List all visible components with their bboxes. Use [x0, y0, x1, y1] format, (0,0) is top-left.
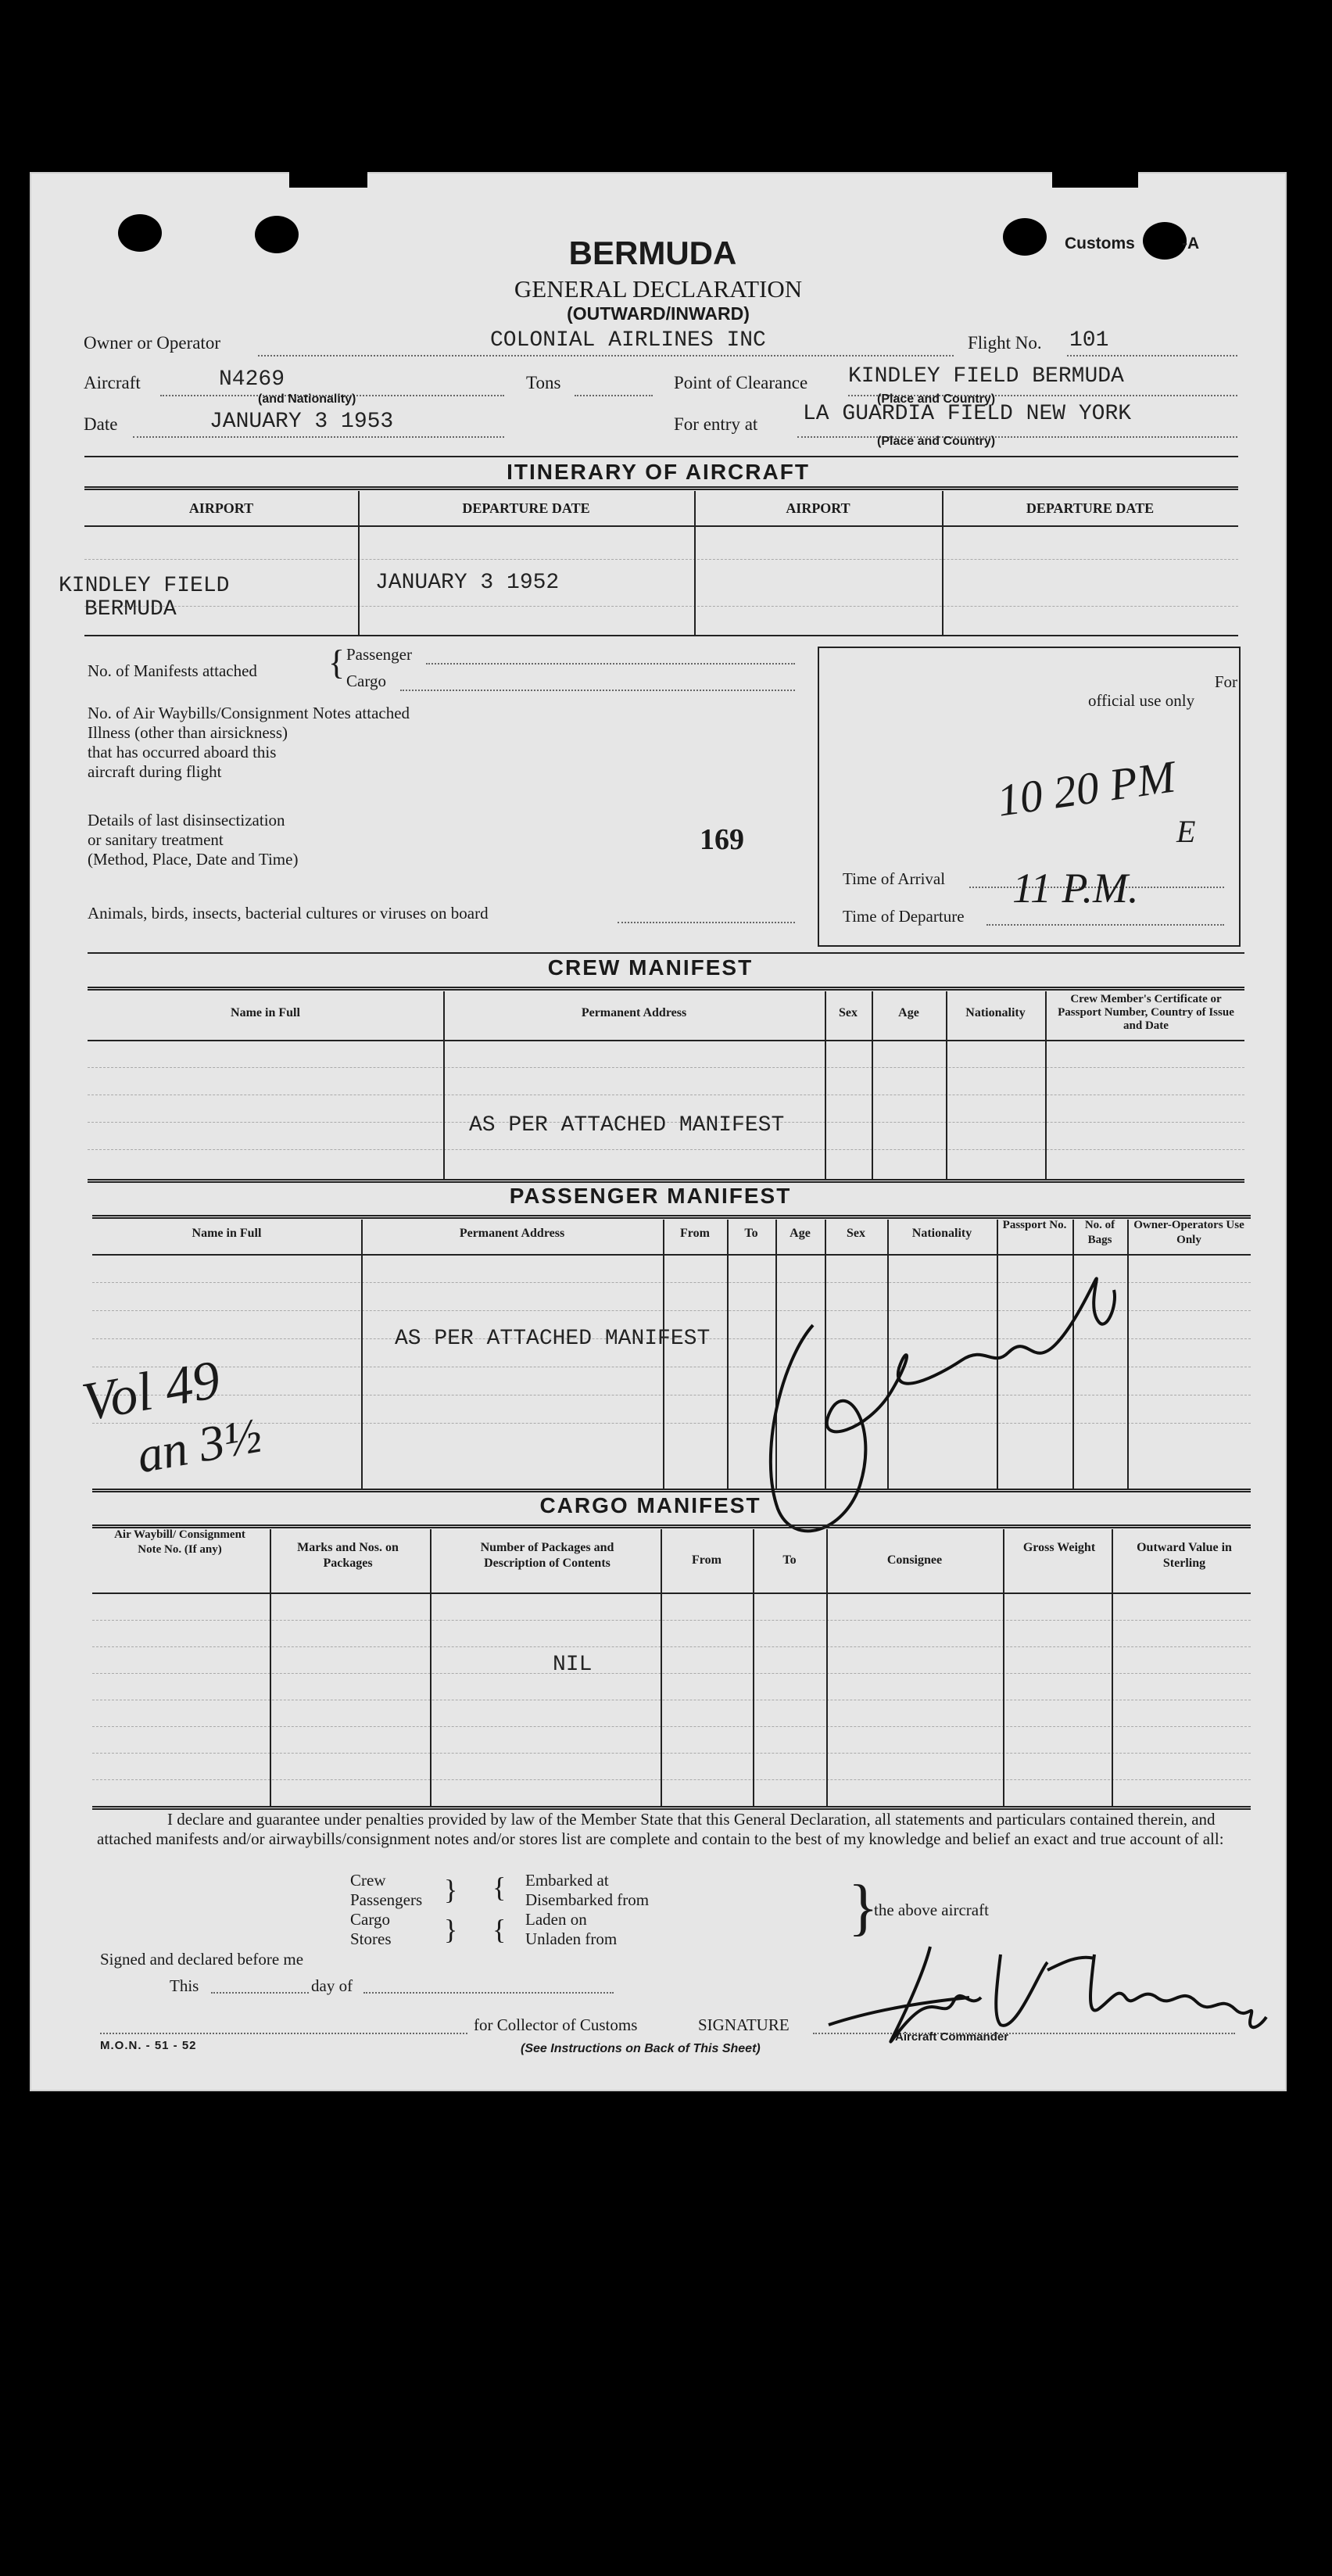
- rule: [92, 1524, 1251, 1528]
- date-value: JANUARY 3 1953: [209, 410, 394, 434]
- aircraft-label: Aircraft: [84, 373, 141, 392]
- departure-label: Time of Departure: [843, 907, 965, 926]
- decl-unladen: Unladen from: [525, 1929, 618, 1948]
- column-line: [727, 1220, 729, 1489]
- rule: [88, 952, 1244, 954]
- decl-collector: for Collector of Customs: [474, 2015, 638, 2034]
- brace: {: [492, 1872, 507, 1903]
- official-use-line-1: For: [1214, 672, 1237, 691]
- decl-laden: Laden on: [525, 1910, 587, 1929]
- field-underline: [400, 690, 795, 691]
- row-line: [84, 606, 1238, 607]
- declaration-text: I declare and guarantee under penalties provided by law of the Member State that this General Declaration, all statements and particulars contained therein, and attached manifests and/or airwaybills/consignment notes and/or stores list are complete and contain to the best of my knowledge and belief an exact and true account of all:: [97, 1810, 1224, 1848]
- field-underline: [258, 355, 954, 356]
- illness-line-1: Illness (other than airsickness): [88, 723, 288, 742]
- field-underline: [100, 2033, 467, 2034]
- rule: [84, 635, 1238, 636]
- passenger-col-from: From: [680, 1227, 710, 1240]
- arrival-handwritten: 10 20 PM: [994, 751, 1179, 826]
- passenger-col-owner-use: Owner-Operators Use Only: [1133, 1219, 1244, 1246]
- manifests-label: No. of Manifests attached: [88, 661, 257, 680]
- decl-cargo: Cargo: [350, 1910, 390, 1929]
- owner-label: Owner or Operator: [84, 333, 220, 353]
- passenger-handwritten-2: an 3½: [132, 1406, 266, 1484]
- field-underline: [575, 395, 653, 396]
- passenger-title: PASSENGER MANIFEST: [509, 1184, 792, 1208]
- instructions-note: (See Instructions on Back of This Sheet): [521, 2042, 761, 2055]
- passenger-handwritten-1: Vol 49: [77, 1349, 225, 1433]
- clearance-value: KINDLEY FIELD BERMUDA: [848, 364, 1124, 389]
- passenger-col-nationality: Nationality: [911, 1227, 972, 1240]
- brace: {: [328, 643, 346, 682]
- row-line: [84, 559, 1238, 560]
- aircraft-note: (and Nationality): [258, 392, 356, 406]
- owner-value: COLONIAL AIRLINES INC: [490, 328, 766, 353]
- cargo-title: CARGO MANIFEST: [539, 1493, 761, 1517]
- cargo-note: NIL: [553, 1653, 593, 1677]
- decl-signed: Signed and declared before me: [100, 1950, 304, 1969]
- itinerary-col-departure: DEPARTURE DATE: [462, 500, 590, 516]
- cargo-col-from: From: [692, 1553, 722, 1567]
- disinsect-line-3: (Method, Place, Date and Time): [88, 850, 299, 869]
- crew-col-certificate: Crew Member's Certificate or Passport Number, Country of Issue and Date: [1058, 993, 1234, 1032]
- itinerary-title: ITINERARY OF AIRCRAFT: [507, 460, 810, 484]
- field-underline: [797, 436, 1237, 438]
- cargo-col-waybill: Air Waybill/ Consignment Note No. (If any): [114, 1528, 245, 1556]
- column-line: [1045, 991, 1047, 1179]
- row-line: [92, 1726, 1251, 1727]
- illness-line-2: that has occurred aboard this: [88, 743, 277, 761]
- decl-crew: Crew: [350, 1871, 386, 1890]
- cargo-col-weight: Gross Weight: [1022, 1541, 1096, 1554]
- passenger-label: Passenger: [346, 645, 412, 664]
- decl-commander: Aircraft Commander: [895, 2030, 1009, 2044]
- passenger-col-address: Permanent Address: [459, 1227, 565, 1240]
- paper-notch: [1052, 167, 1138, 188]
- row-line: [92, 1753, 1251, 1754]
- crew-col-address: Permanent Address: [581, 1006, 687, 1019]
- rule: [88, 1040, 1244, 1041]
- illness-line-3: aircraft during flight: [88, 762, 222, 781]
- passenger-col-bags: No. of Bags: [1084, 1219, 1115, 1246]
- brace: {: [492, 1914, 507, 1945]
- official-use-line-2: official use only: [1088, 691, 1195, 710]
- paper-notch: [289, 167, 367, 188]
- cargo-label: Cargo: [346, 672, 386, 690]
- passenger-col-age: Age: [790, 1227, 811, 1240]
- row-line: [92, 1646, 1251, 1647]
- passenger-col-to: To: [744, 1227, 758, 1240]
- waybills-label: No. of Air Waybills/Consignment Notes attached: [88, 704, 410, 722]
- rule: [84, 486, 1238, 490]
- animals-label: Animals, birds, insects, bacterial cultures or viruses on board: [88, 904, 489, 923]
- cargo-col-packages: Number of Packages and Description of Contents: [480, 1541, 614, 1570]
- rule: [92, 1593, 1251, 1594]
- itinerary-airport-2: BERMUDA: [84, 597, 177, 622]
- crew-col-nationality: Nationality: [965, 1006, 1026, 1019]
- customs-suffix: -A: [1182, 235, 1200, 253]
- arrival-label: Time of Arrival: [843, 869, 946, 888]
- crew-col-age: Age: [898, 1006, 919, 1019]
- passenger-col-name: Name in Full: [192, 1227, 262, 1240]
- form-number-footer: M.O.N. - 51 - 52: [100, 2039, 197, 2052]
- flight-label: Flight No.: [968, 333, 1042, 353]
- field-underline: [211, 1992, 309, 1994]
- brace: }: [444, 1874, 458, 1905]
- cargo-col-consignee: Consignee: [886, 1553, 943, 1567]
- form-direction: (OUTWARD/INWARD): [567, 303, 750, 324]
- crew-col-sex: Sex: [839, 1006, 858, 1019]
- field-underline: [1067, 355, 1237, 356]
- row-line: [92, 1779, 1251, 1780]
- customs-label: Customs: [1065, 235, 1135, 253]
- cargo-col-to: To: [782, 1553, 797, 1567]
- row-line: [88, 1149, 1244, 1150]
- brace: }: [444, 1914, 458, 1945]
- field-underline: [618, 922, 795, 923]
- decl-passengers: Passengers: [350, 1890, 423, 1909]
- decl-above-aircraft: the above aircraft: [874, 1901, 989, 1919]
- decl-signature-label: SIGNATURE: [698, 2015, 790, 2034]
- rule: [88, 987, 1244, 991]
- decl-disembarked: Disembarked from: [525, 1890, 650, 1909]
- entry-label: For entry at: [674, 414, 758, 434]
- arrival-handwritten-2: E: [1176, 814, 1196, 849]
- column-line: [430, 1529, 431, 1806]
- column-line: [753, 1529, 754, 1806]
- form-number: 169: [700, 823, 744, 856]
- itinerary-col-airport: AIRPORT: [188, 500, 254, 516]
- decl-embarked: Embarked at: [525, 1871, 609, 1890]
- row-line: [92, 1673, 1251, 1674]
- itinerary-col-airport: AIRPORT: [786, 500, 850, 516]
- itinerary-airport-1: KINDLEY FIELD: [59, 574, 230, 598]
- disinsect-line-1: Details of last disinsectization: [88, 811, 285, 829]
- cargo-col-value: Outward Value in Sterling: [1137, 1541, 1232, 1570]
- passenger-note: AS PER ATTACHED MANIFEST: [395, 1327, 711, 1351]
- decl-day-of: day of: [311, 1976, 353, 1995]
- entry-note: (Place and Country): [877, 435, 996, 448]
- field-underline: [363, 1992, 614, 1994]
- flight-value: 101: [1069, 328, 1109, 353]
- commander-signature: [813, 1923, 1298, 2064]
- date-label: Date: [84, 414, 118, 434]
- form-subtitle: GENERAL DECLARATION: [514, 275, 803, 303]
- column-line: [270, 1529, 271, 1806]
- crew-note: AS PER ATTACHED MANIFEST: [469, 1113, 785, 1138]
- column-line: [361, 1220, 363, 1489]
- form-title: BERMUDA: [568, 235, 737, 271]
- column-line: [661, 1529, 662, 1806]
- cargo-col-marks: Marks and Nos. on Packages: [297, 1541, 399, 1570]
- passenger-col-passport: Passport No.: [1002, 1219, 1067, 1231]
- column-line: [663, 1220, 664, 1489]
- row-line: [92, 1620, 1251, 1621]
- field-underline: [986, 924, 1224, 926]
- crew-title: CREW MANIFEST: [547, 955, 754, 980]
- clearance-label: Point of Clearance: [674, 373, 808, 392]
- passenger-col-sex: Sex: [847, 1227, 865, 1240]
- field-underline: [426, 663, 795, 665]
- column-line: [1112, 1529, 1113, 1806]
- rule: [84, 525, 1238, 527]
- crew-col-name: Name in Full: [231, 1006, 300, 1019]
- brace: }: [848, 1873, 879, 1942]
- itinerary-departure: JANUARY 3 1952: [375, 571, 560, 595]
- column-line: [826, 1529, 828, 1806]
- tons-label: Tons: [526, 373, 561, 392]
- entry-value: LA GUARDIA FIELD NEW YORK: [803, 402, 1132, 426]
- disinsect-line-2: or sanitary treatment: [88, 830, 224, 849]
- decl-stores: Stores: [350, 1929, 392, 1948]
- decl-this: This: [170, 1976, 199, 1995]
- aircraft-value: N4269: [219, 367, 285, 392]
- column-line: [1003, 1529, 1004, 1806]
- row-line: [88, 1067, 1244, 1068]
- field-underline: [133, 436, 504, 438]
- departure-handwritten: 11 P.M.: [1012, 865, 1139, 912]
- rule: [88, 1179, 1244, 1183]
- clearance-note: (Place and Country): [877, 392, 996, 406]
- rule: [84, 456, 1238, 457]
- itinerary-col-departure: DEPARTURE DATE: [1026, 500, 1155, 516]
